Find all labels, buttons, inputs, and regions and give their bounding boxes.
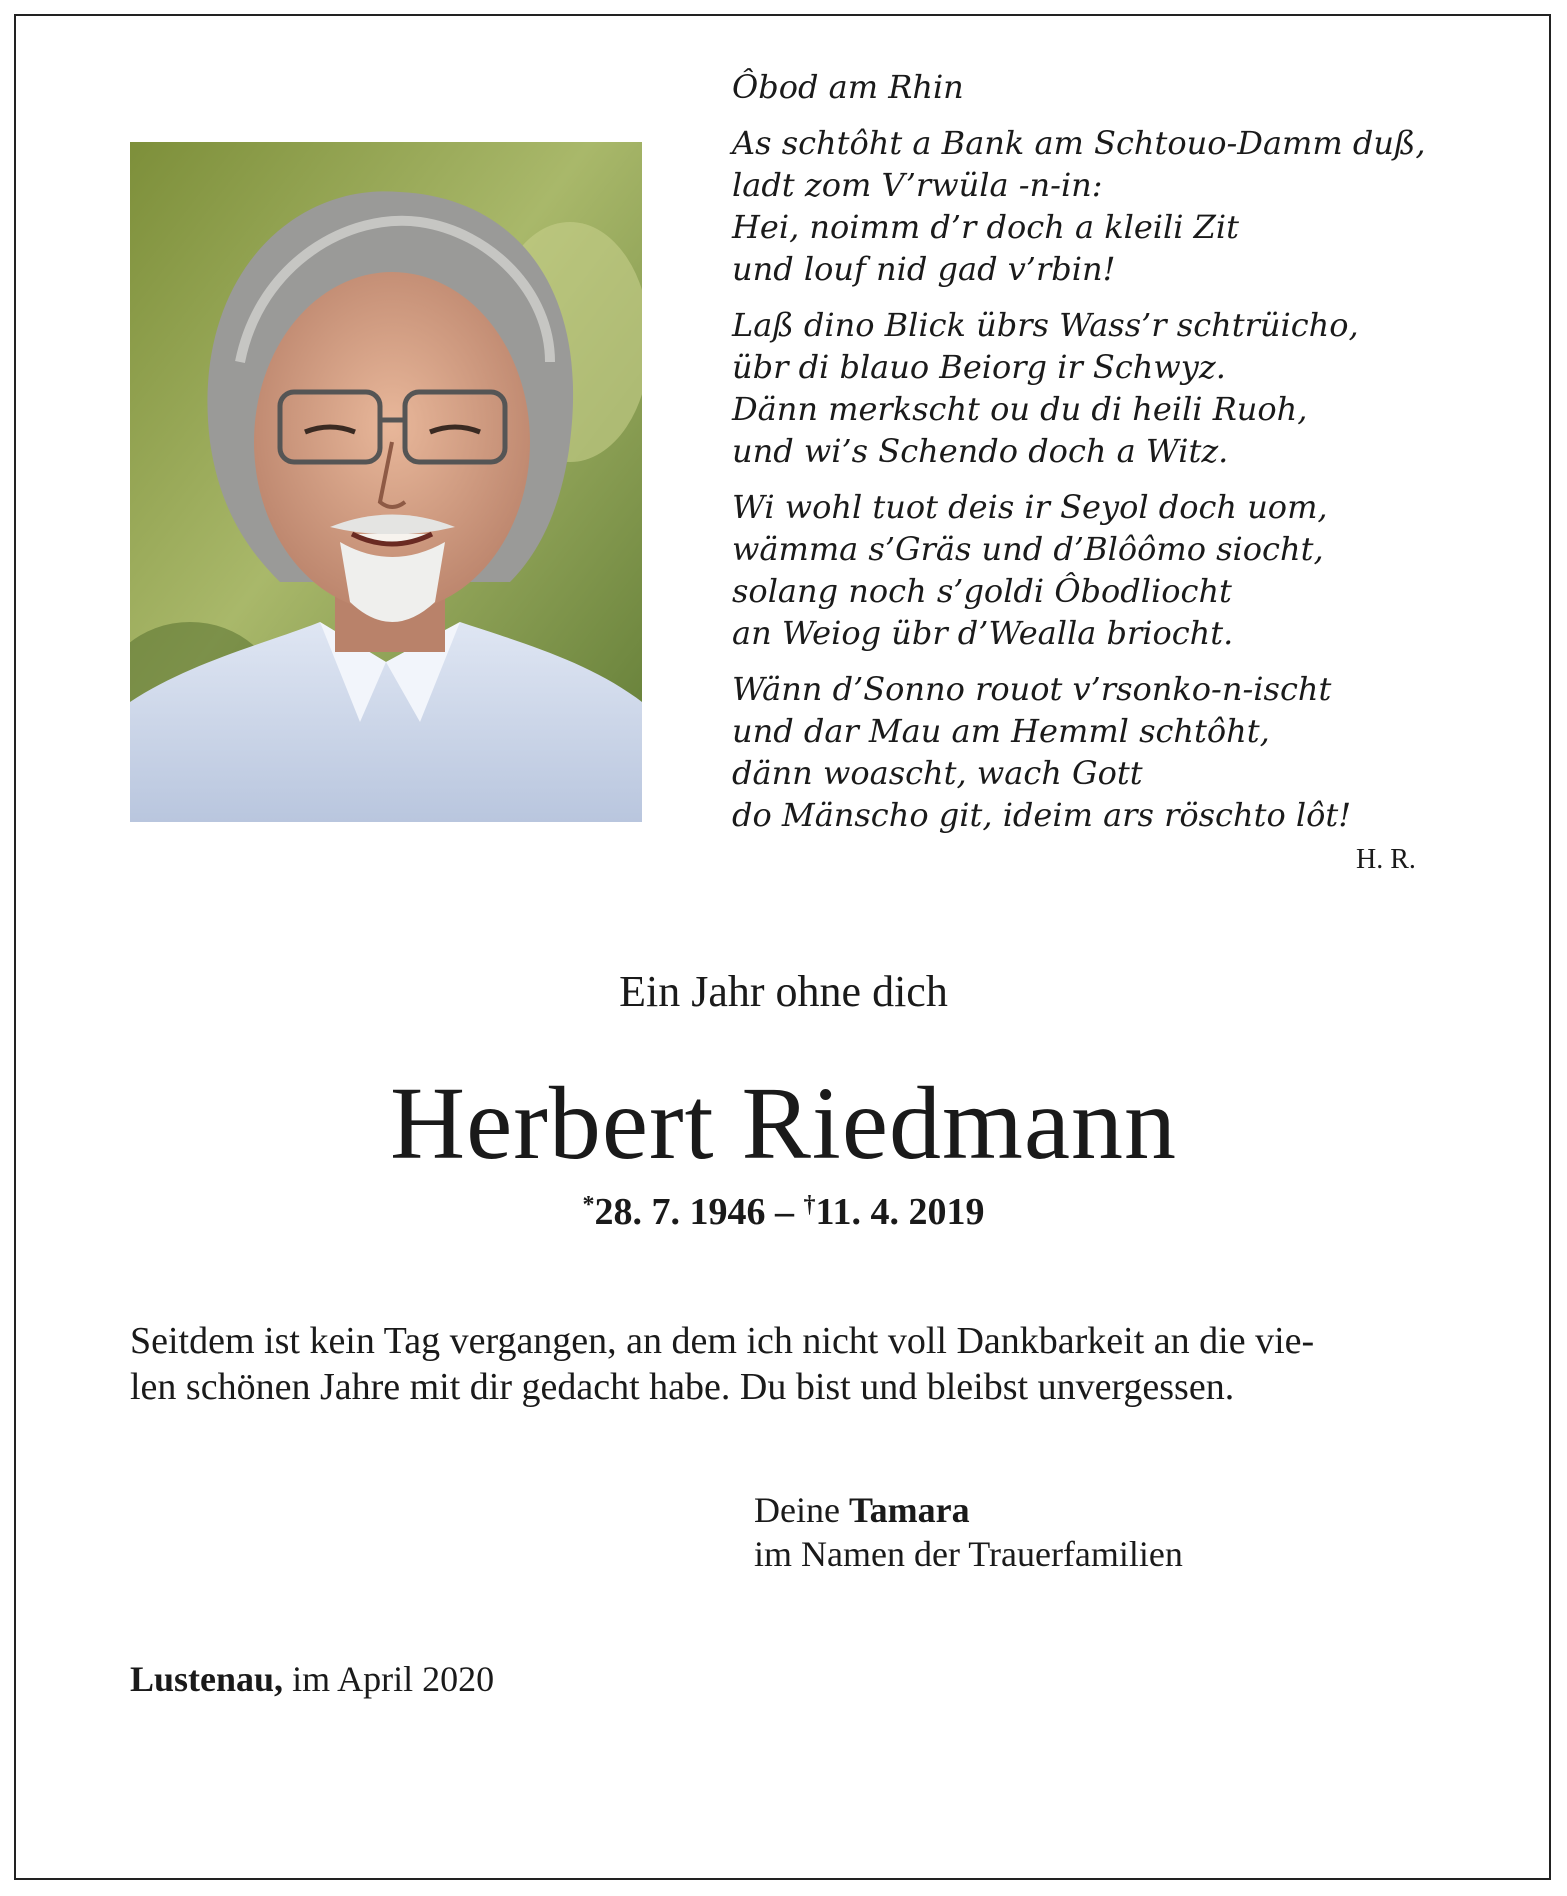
poem-stanza-4 [732,668,1452,836]
message-line: Seitdem ist kein Tag vergangen, an dem ich nicht voll Dankbarkeit an die vie- [130,1320,1315,1362]
poem-line: wämma s’Gräs und d’Blôômo siocht, [732,530,1324,568]
poem-stanza-1 [732,122,1452,290]
poem-line: Wi wohl tuot deis ir Seyol doch uom, [732,488,1328,526]
poem-line: und louf nid gad v’rbin! [732,250,1116,288]
poem-line: Wänn d’Sonno rouot v’rsonko-n-ischt [732,670,1332,708]
signature-line-1 [754,1488,1183,1532]
date-separator: – [765,1191,804,1233]
poem-line: Dänn merkscht ou du di heili Ruoh, [732,390,1308,428]
birth-date: 28. 7. 1946 [594,1191,766,1233]
place-city: Lustenau, [130,1659,284,1699]
signature [754,1488,1183,1576]
poem-line: solang noch s’goldi Ôbodliocht [732,572,1232,610]
signature-name: Tamara [848,1490,970,1530]
poem-line: übr di blauo Beiorg ir Schwyz. [732,348,1226,386]
death-date: 11. 4. 2019 [815,1191,985,1233]
poem-line: do Mänscho git, ideim ars röschto lôt! [732,796,1352,834]
poem-author-initials: H. R. [1356,844,1416,875]
poem-stanza-3 [732,486,1452,654]
heading: Ein Jahr ohne dich [619,967,948,1016]
message-line: len schönen Jahre mit dir gedacht habe. Du bist und bleibst unvergessen. [130,1366,1235,1408]
portrait-photo [130,142,642,822]
birth-symbol: * [582,1192,595,1218]
poem-line: und dar Mau am Hemml schtôht, [732,712,1270,750]
life-dates [0,1190,1567,1234]
death-symbol: † [803,1192,816,1218]
place-date [130,1658,494,1700]
poem [732,66,1452,850]
deceased-name: Herbert Riedmann [389,1066,1178,1181]
poem-line: und wi’s Schendo doch a Witz. [732,432,1229,470]
poem-line: ladt zom V’rwüla -n-in: [732,166,1103,204]
poem-line: As schtôht a Bank am Schtouo-Damm duß, [732,124,1426,162]
poem-line: dänn woascht, wach Gott [732,754,1143,792]
poem-line: Laß dino Blick übrs Wass’r schtrüicho, [732,306,1359,344]
memorial-message [130,1318,1460,1410]
signature-prefix: Deine [754,1490,849,1530]
poem-stanza-2 [732,304,1452,472]
poem-line: Hei, noimm d’r doch a kleili Zit [732,208,1239,246]
poem-title: Ôbod am Rhin [732,68,964,106]
place-date-text: im April 2020 [283,1659,495,1699]
signature-line-2: im Namen der Trauerfamilien [754,1534,1183,1574]
poem-line: an Weiog übr d’Wealla briocht. [732,614,1234,652]
